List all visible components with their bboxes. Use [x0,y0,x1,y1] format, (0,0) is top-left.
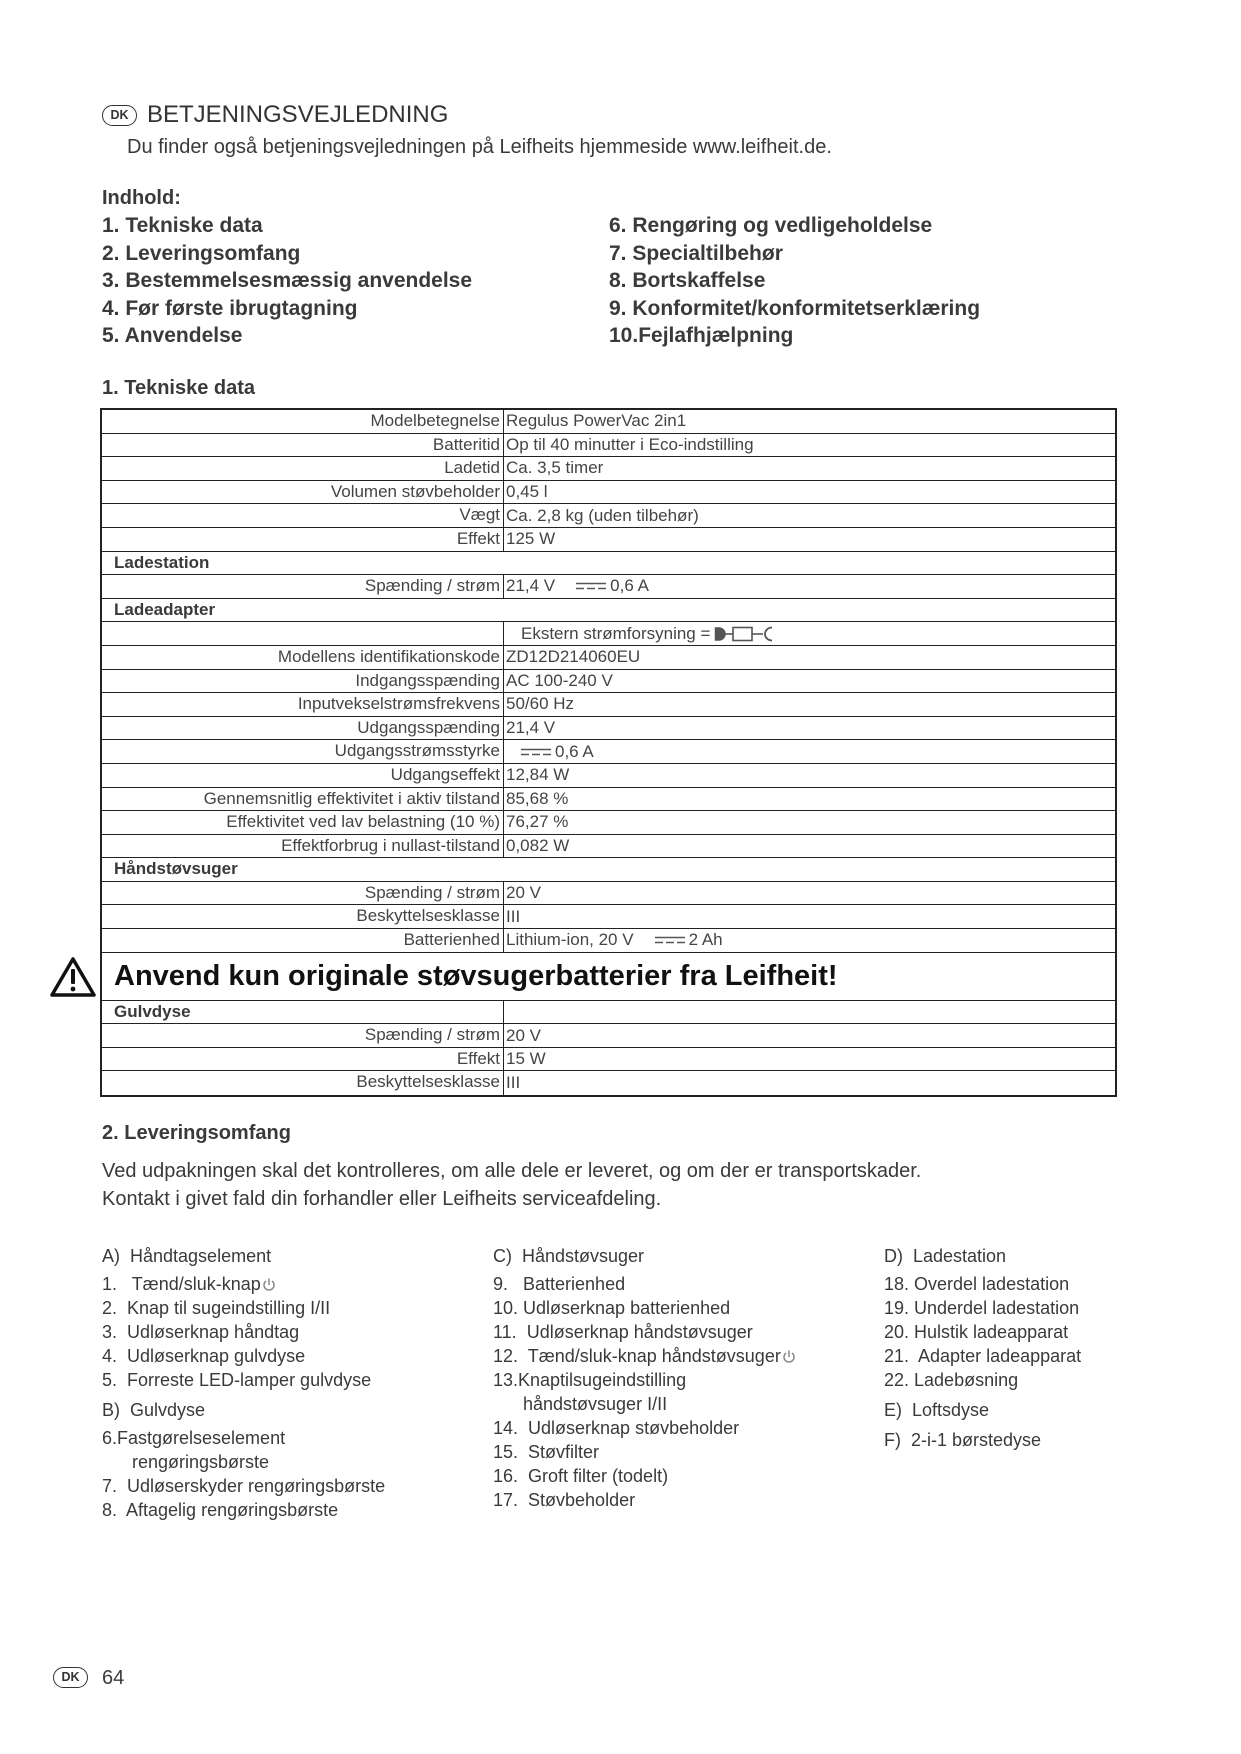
page-header [102,101,448,129]
spec-row [102,434,1115,458]
parts-group-heading [102,1398,385,1422]
external-power-supply-text: Ekstern strømforsyning = [521,623,711,643]
list-item [102,1344,385,1368]
technical-data-table [100,408,1117,1097]
list-item-label: 6.Fastgørelseselement [102,1428,286,1448]
spec-label: Beskyttelsesklasse [102,905,504,928]
parts-group-label: E) Loftsdyse [884,1400,990,1420]
spec-row [102,905,1115,929]
list-item [884,1272,1081,1296]
toc-item: 6. Rengøring og vedligeholdelse [609,214,933,237]
parts-group-label: B) Gulvdyse [102,1400,206,1420]
list-item [493,1416,796,1440]
list-item-label: 19. Underdel ladestation [884,1298,1080,1318]
list-item [884,1296,1081,1320]
list-item-label: 8. Aftagelig rengøringsbørste [102,1500,339,1520]
list-item-label: 5. Forreste LED-lamper gulvdyse [102,1370,372,1390]
list-item-label: 7. Udløserskyder rengøringsbørste [102,1476,386,1496]
spec-value: 20 V [506,1025,541,1045]
spec-value: Regulus PowerVac 2in1 [506,411,687,431]
list-item [493,1368,796,1392]
spec-section-title: Håndstøvsuger [114,859,238,879]
list-item-label: 16. Groft filter (todelt) [493,1466,669,1486]
section-heading-delivery: 2. Leveringsomfang [102,1122,291,1144]
parts-group-label: F) 2-i-1 børstedyse [884,1430,1042,1450]
spec-label-empty [102,622,504,645]
spec-value: 0,082 W [506,835,570,855]
spec-value: Op til 40 minutter i Eco-indstilling [506,434,754,454]
list-item [102,1272,385,1296]
list-item [102,1498,385,1522]
list-item [102,1296,385,1320]
toc-item: 10.Fejlafhjælpning [609,324,794,347]
toc-item: 8. Bortskaffelse [609,269,766,292]
parts-group-label: A) Håndtagselement [102,1246,272,1266]
spec-row [102,457,1115,481]
list-item-label: 22. Ladebøsning [884,1370,1019,1390]
list-item [493,1344,796,1368]
toc-item: 3. Bestemmelsesmæssig anvendelse [102,269,473,292]
spec-row [102,504,1115,528]
spec-label: Effektivitet ved lav belastning (10 %) [102,811,504,834]
parts-column-3 [884,1244,1081,1456]
spec-label: Spænding / strøm [102,575,504,598]
list-item-label: 14. Udløserknap støvbeholder [493,1418,740,1438]
parts-group-label: D) Ladestation [884,1246,1007,1266]
list-item-label: 4. Udløserknap gulvdyse [102,1346,306,1366]
spec-label: Inputvekselstrømsfrekvens [102,693,504,716]
spec-value: 15 W [506,1049,546,1069]
spec-section-row [102,1001,1115,1025]
spec-dc-value: 2 Ah [688,930,723,950]
toc-item: 9. Konformitet/konformitetserklæring [609,296,981,320]
spec-value [504,622,1115,645]
spec-row [102,1071,1115,1095]
spec-row [102,646,1115,670]
spec-label: Gennemsnitlig effektivitet i aktiv tilstand [102,788,504,811]
spec-value [504,740,1115,763]
list-item [102,1426,385,1450]
spec-value [504,575,1115,598]
toc-item: 2. Leveringsomfang [102,241,301,265]
spec-dc-value: 0,6 A [610,576,649,596]
spec-section-title: Ladestation [114,552,210,572]
language-badge: DK [102,105,137,126]
spec-row [102,1048,1115,1072]
spec-label: Udgangsstrømsstyrke [102,740,504,763]
list-item [102,1368,385,1392]
spec-label: Spænding / strøm [102,882,504,905]
parts-column-2 [493,1244,796,1512]
list-item-label: håndstøvsuger I/II [523,1394,668,1414]
spec-label: Volumen støvbeholder [102,481,504,504]
battery-warning-row [102,953,1115,1001]
parts-group-heading [884,1398,1081,1422]
spec-row [102,764,1115,788]
intro-line: Ved udpakningen skal det kontrolleres, om alle dele er leveret, og om der er transportskader. [102,1160,922,1182]
spec-value: 12,84 W [506,765,570,785]
spec-value-text: Lithium-ion, 20 V [506,930,634,950]
spec-row [102,670,1115,694]
list-item [493,1296,796,1320]
spec-label: Spænding / strøm [102,1024,504,1047]
spec-section-row [102,599,1115,623]
list-item-label: 9. Batterienhed [493,1274,626,1294]
spec-value: III [506,1073,521,1093]
page-subtitle: Du finder også betjeningsvejledningen på Leifheits hjemmeside www.leifheit.de. [127,136,832,158]
page-number: 64 [102,1667,125,1689]
list-item-label: 18. Overdel ladestation [884,1274,1070,1294]
list-item-label: 1. Tænd/sluk-knap [102,1274,261,1294]
dc-symbol-icon [521,747,551,757]
spec-value-empty [504,1001,1115,1024]
list-item [493,1488,796,1512]
list-item [493,1272,796,1296]
power-icon [262,1277,276,1292]
spec-label: Udgangsspænding [102,717,504,740]
spec-row [102,740,1115,764]
list-item-label: 13.Knaptilsugeindstilling [493,1370,687,1390]
list-item-label: 20. Hulstik ladeapparat [884,1322,1069,1342]
list-item-label: 21. Adapter ladeapparat [884,1346,1082,1366]
toc-item: 5. Anvendelse [102,324,243,347]
spec-value: III [506,906,521,926]
spec-value: ZD12D214060EU [506,647,641,667]
spec-value: 20 V [506,883,541,903]
spec-row [102,929,1115,953]
dc-symbol-icon [576,581,606,591]
spec-value [504,929,1115,952]
toc-left-column [102,212,472,350]
list-item-continuation [102,1450,385,1474]
spec-row [102,882,1115,906]
spec-row [102,410,1115,434]
list-item-label: 2. Knap til sugeindstilling I/II [102,1298,331,1318]
spec-label: Batteritid [102,434,504,457]
spec-section-row [102,552,1115,576]
list-item [493,1320,796,1344]
list-item-label: 10. Udløserknap batterienhed [493,1298,731,1318]
spec-row [102,622,1115,646]
list-item-continuation [493,1392,796,1416]
external-power-supply-icon [713,625,779,643]
spec-label: Modelbetegnelse [102,410,504,433]
spec-value-text: 21,4 V [506,576,556,596]
parts-group-heading [102,1244,385,1268]
spec-row [102,811,1115,835]
list-item [884,1344,1081,1368]
toc-item: 4. Før første ibrugtagning [102,296,358,320]
spec-section-title: Ladeadapter [114,599,216,619]
spec-label: Batterienhed [102,929,504,952]
page-title: BETJENINGSVEJLEDNING [147,101,449,128]
spec-row [102,528,1115,552]
spec-value: AC 100-240 V [506,670,613,690]
list-item-label: 11. Udløserknap håndstøvsuger [493,1322,753,1342]
list-item [493,1464,796,1488]
parts-column-1 [102,1244,385,1522]
list-item [884,1368,1081,1392]
dc-symbol-icon [655,935,685,945]
spec-row [102,835,1115,859]
spec-section-title: Gulvdyse [102,1001,504,1024]
spec-value: 0,45 l [506,482,548,502]
list-item-label: 15. Støvfilter [493,1442,600,1462]
toc-heading: Indhold: [102,187,181,209]
spec-dc-value: 0,6 A [555,741,594,761]
spec-value: 21,4 V [506,718,556,738]
spec-label: Beskyttelsesklasse [102,1071,504,1095]
spec-label: Vægt [102,504,504,527]
toc-item: 1. Tekniske data [102,214,263,237]
spec-value: 50/60 Hz [506,694,575,714]
spec-label: Modellens identifikationskode [102,646,504,669]
list-item [102,1320,385,1344]
spec-value: 85,68 % [506,788,569,808]
spec-row [102,788,1115,812]
spec-value: 76,27 % [506,812,569,832]
spec-label: Effektforbrug i nullast-tilstand [102,835,504,858]
spec-label: Effekt [102,1048,504,1071]
spec-value: Ca. 2,8 kg (uden tilbehør) [506,505,699,525]
list-item-label: 12. Tænd/sluk-knap håndstøvsuger [493,1346,781,1366]
list-item-label: 17. Støvbeholder [493,1490,636,1510]
spec-row [102,481,1115,505]
list-item [102,1474,385,1498]
parts-group-heading [884,1244,1081,1268]
spec-label: Indgangsspænding [102,670,504,693]
parts-group-label: C) Håndstøvsuger [493,1246,645,1266]
intro-line: Kontakt i givet fald din forhandler eller Leifheits serviceafdeling. [102,1188,662,1210]
spec-label: Ladetid [102,457,504,480]
spec-row [102,1024,1115,1048]
warning-triangle-icon [50,956,96,1003]
spec-row [102,693,1115,717]
spec-row [102,717,1115,741]
power-icon [782,1349,796,1364]
parts-group-heading [493,1244,796,1268]
list-item [884,1320,1081,1344]
spec-section-row [102,858,1115,882]
spec-label: Effekt [102,528,504,551]
delivery-intro [102,1157,921,1213]
spec-label: Udgangseffekt [102,764,504,787]
spec-row [102,575,1115,599]
footer-language-badge: DK [53,1667,88,1688]
toc-right-column [609,212,980,350]
battery-warning-text: Anvend kun originale støvsugerbatterier fra Leifheit! [114,959,838,992]
parts-group-heading [884,1428,1081,1452]
list-item-label: rengøringsbørste [132,1452,270,1472]
spec-value: Ca. 3,5 timer [506,458,604,478]
list-item-label: 3. Udløserknap håndtag [102,1322,300,1342]
toc-item: 7. Specialtilbehør [609,241,783,265]
section-heading-technical-data: 1. Tekniske data [102,377,256,399]
spec-value: 125 W [506,529,556,549]
list-item [493,1440,796,1464]
